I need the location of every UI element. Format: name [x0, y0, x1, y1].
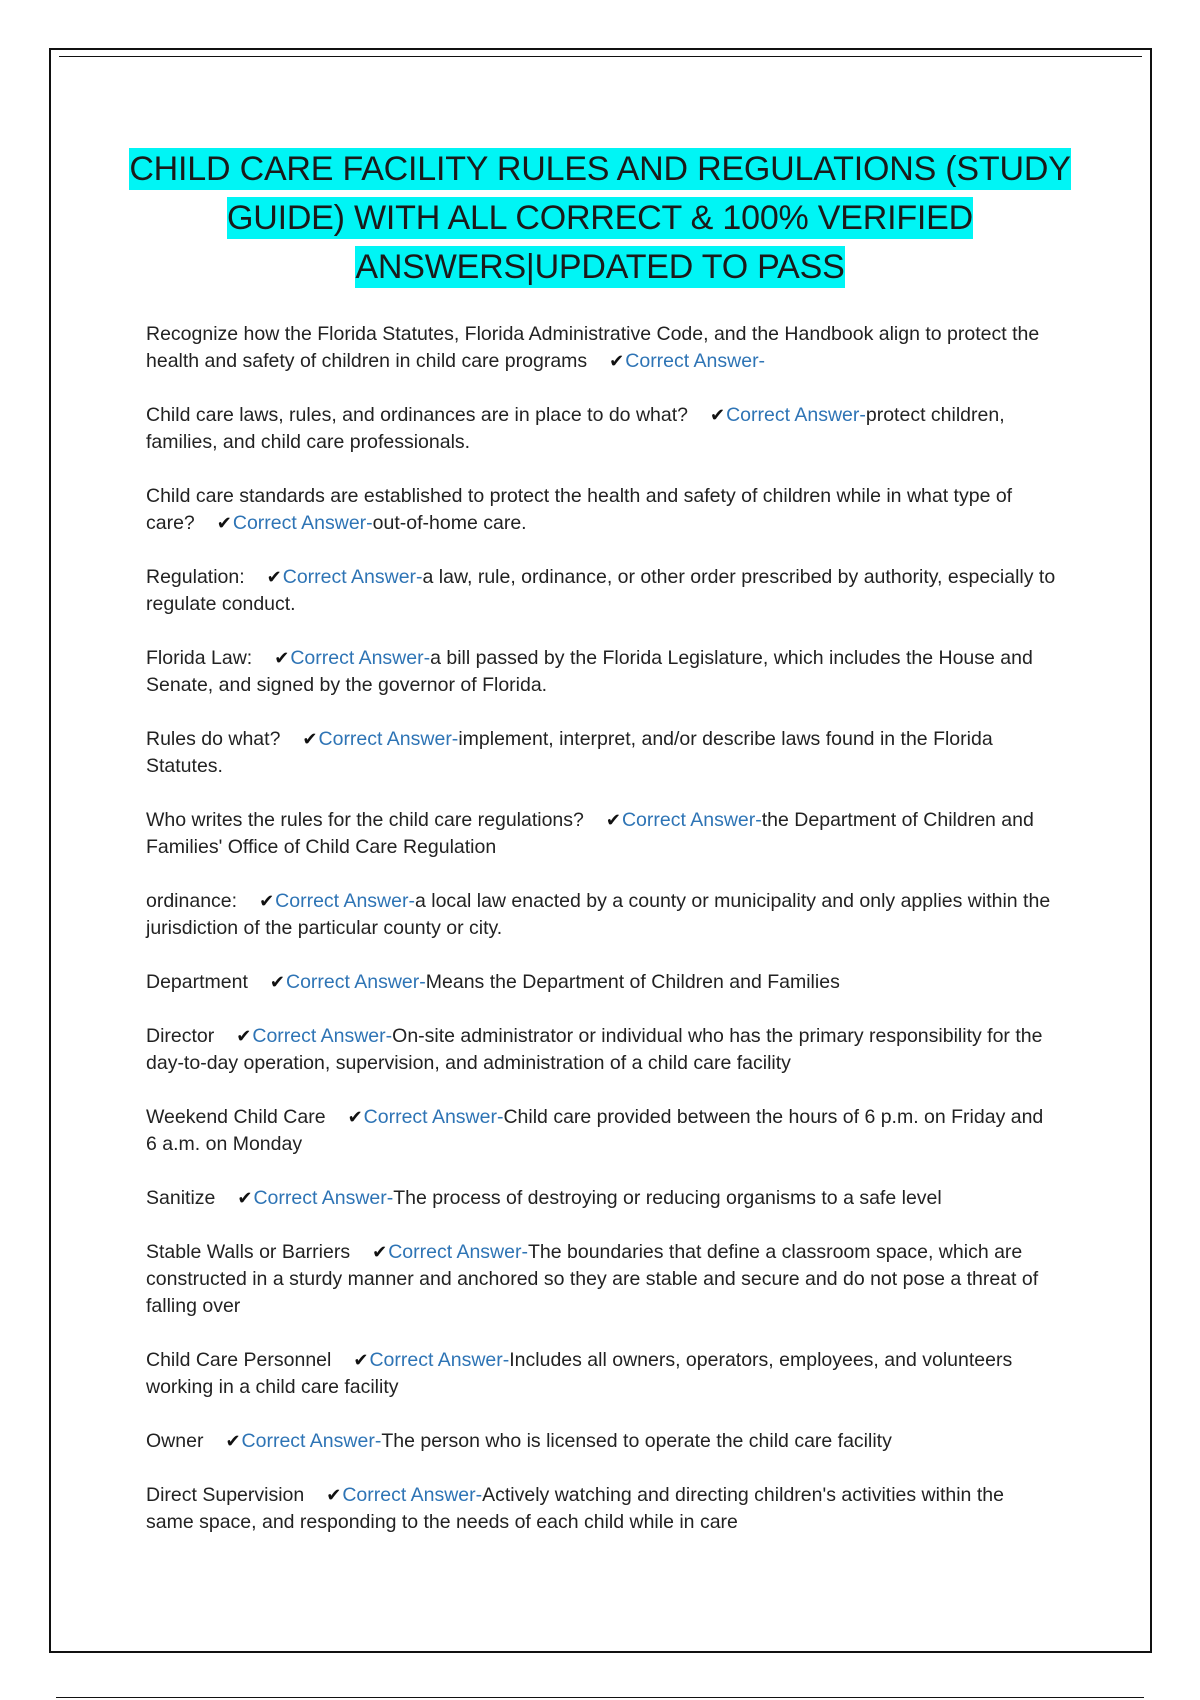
answer-text: Child care provided between the hours of 6 p.m. on Friday and 6 a.m. on Monday: [146, 1106, 1044, 1155]
checkmark-icon: ✔: [259, 891, 275, 911]
checkmark-icon: ✔: [274, 648, 290, 668]
qa-item: [146, 564, 1056, 618]
qa-item: [146, 1428, 1056, 1455]
checkmark-icon: ✔: [609, 351, 625, 371]
correct-answer-label: Correct Answer-: [253, 1187, 394, 1209]
correct-answer-label: Correct Answer-: [275, 890, 415, 912]
checkmark-icon: ✔: [709, 405, 726, 425]
question-text: Who writes the rules for the child care regulations?: [146, 809, 584, 831]
answer-text: The process of destroying or reducing organisms to a safe level: [393, 1187, 942, 1209]
answer-text: the Department of Children and Families' Office of Child Care Regulation: [146, 809, 1034, 858]
bottom-rule: [56, 1697, 1144, 1698]
correct-answer-label: Correct Answer-: [318, 728, 459, 750]
question-text: Owner: [146, 1430, 204, 1452]
question-text: Sanitize: [146, 1187, 216, 1209]
checkmark-icon: ✔: [269, 972, 285, 992]
qa-item: [146, 1023, 1056, 1077]
correct-answer-label: Correct Answer-: [252, 1025, 393, 1047]
checkmark-icon: ✔: [266, 567, 282, 587]
qa-list: [146, 321, 1056, 1563]
correct-answer-label: Correct Answer-: [363, 1106, 504, 1128]
question-text: Department: [146, 971, 248, 993]
question-text: Stable Walls or Barriers: [146, 1241, 351, 1263]
question-text: Regulation:: [146, 566, 245, 588]
document-title: CHILD CARE FACILITY RULES AND REGULATIONS (STUDY GUIDE) WITH ALL CORRECT & 100% VERIFIED ANSWERS|UPDATED TO PASS: [129, 150, 1071, 286]
checkmark-icon: ✔: [225, 1431, 241, 1451]
answer-text: implement, interpret, and/or describe laws found in the Florida Statutes.: [146, 728, 993, 777]
correct-answer-label: Correct Answer-: [285, 971, 426, 993]
question-text: Rules do what?: [146, 728, 281, 750]
question-text: Florida Law:: [146, 647, 253, 669]
qa-item: [146, 1239, 1056, 1320]
qa-item: [146, 483, 1056, 537]
qa-item: [146, 1482, 1056, 1536]
answer-text: The boundaries that define a classroom space, which are constructed in a sturdy manner and anchored so they are stable and secure and do not pose a threat of falling over: [146, 1241, 1039, 1317]
correct-answer-label: Correct Answer-: [241, 1430, 382, 1452]
answer-text: a law, rule, ordinance, or other order prescribed by authority, especially to regulate conduct.: [146, 566, 1056, 615]
correct-answer-label: Correct Answer-: [621, 809, 762, 831]
qa-item: [146, 1185, 1056, 1212]
question-text: Child care standards are established to protect the health and safety of children while in what type of care?: [146, 485, 1013, 534]
question-text: Recognize how the Florida Statutes, Florida Administrative Code, and the Handbook align to protect the health and safety of children in child care programs: [146, 323, 1040, 372]
answer-text: Means the Department of Children and Families: [425, 971, 840, 993]
correct-answer-label: Correct Answer-: [625, 350, 766, 372]
correct-answer-label: Correct Answer-: [290, 647, 431, 669]
checkmark-icon: ✔: [236, 1026, 252, 1046]
question-text: ordinance:: [146, 890, 238, 912]
correct-answer-label: Correct Answer-: [282, 566, 423, 588]
question-text: Director: [146, 1025, 215, 1047]
answer-text: a local law enacted by a county or municipality and only applies within the jurisdiction of the particular county or city.: [146, 890, 1051, 939]
qa-item: [146, 321, 1056, 375]
question-text: Child care laws, rules, and ordinances are in place to do what?: [146, 404, 688, 426]
checkmark-icon: ✔: [347, 1107, 363, 1127]
qa-item: [146, 888, 1056, 942]
checkmark-icon: ✔: [372, 1242, 388, 1262]
answer-text: Includes all owners, operators, employees, and volunteers working in a child care facility: [146, 1349, 1013, 1398]
correct-answer-label: Correct Answer-: [369, 1349, 510, 1371]
correct-answer-label: Correct Answer-: [342, 1484, 483, 1506]
correct-answer-label: Correct Answer-: [726, 404, 866, 426]
correct-answer-label: Correct Answer-: [388, 1241, 528, 1263]
qa-item: [146, 645, 1056, 699]
qa-item: [146, 402, 1056, 456]
correct-answer-label: Correct Answer-: [232, 512, 373, 534]
answer-text: a bill passed by the Florida Legislature, which includes the House and Senate, and signed by the governor of Florida.: [146, 647, 1033, 696]
answer-text: protect children, families, and child care professionals.: [146, 404, 1005, 453]
qa-item: [146, 1104, 1056, 1158]
answer-text: out-of-home care.: [372, 512, 527, 534]
answer-text: The person who is licensed to operate the child care facility: [381, 1430, 892, 1452]
answer-text: On-site administrator or individual who has the primary responsibility for the day-to-day operation, supervision, and administration of a child care facility: [146, 1025, 1043, 1074]
question-text: Weekend Child Care: [146, 1106, 326, 1128]
checkmark-icon: ✔: [302, 729, 318, 749]
checkmark-icon: ✔: [216, 513, 232, 533]
question-text: Child Care Personnel: [146, 1349, 332, 1371]
top-rule: [59, 56, 1142, 57]
checkmark-icon: ✔: [353, 1350, 369, 1370]
qa-item: [146, 969, 1056, 996]
title-block: [98, 145, 1102, 292]
question-text: Direct Supervision: [146, 1484, 305, 1506]
checkmark-icon: ✔: [237, 1188, 253, 1208]
qa-item: [146, 726, 1056, 780]
checkmark-icon: ✔: [605, 810, 621, 830]
qa-item: [146, 1347, 1056, 1401]
qa-item: [146, 807, 1056, 861]
checkmark-icon: ✔: [326, 1485, 342, 1505]
answer-text: Actively watching and directing children's activities within the same space, and responding to the needs of each child while in care: [146, 1484, 1004, 1533]
